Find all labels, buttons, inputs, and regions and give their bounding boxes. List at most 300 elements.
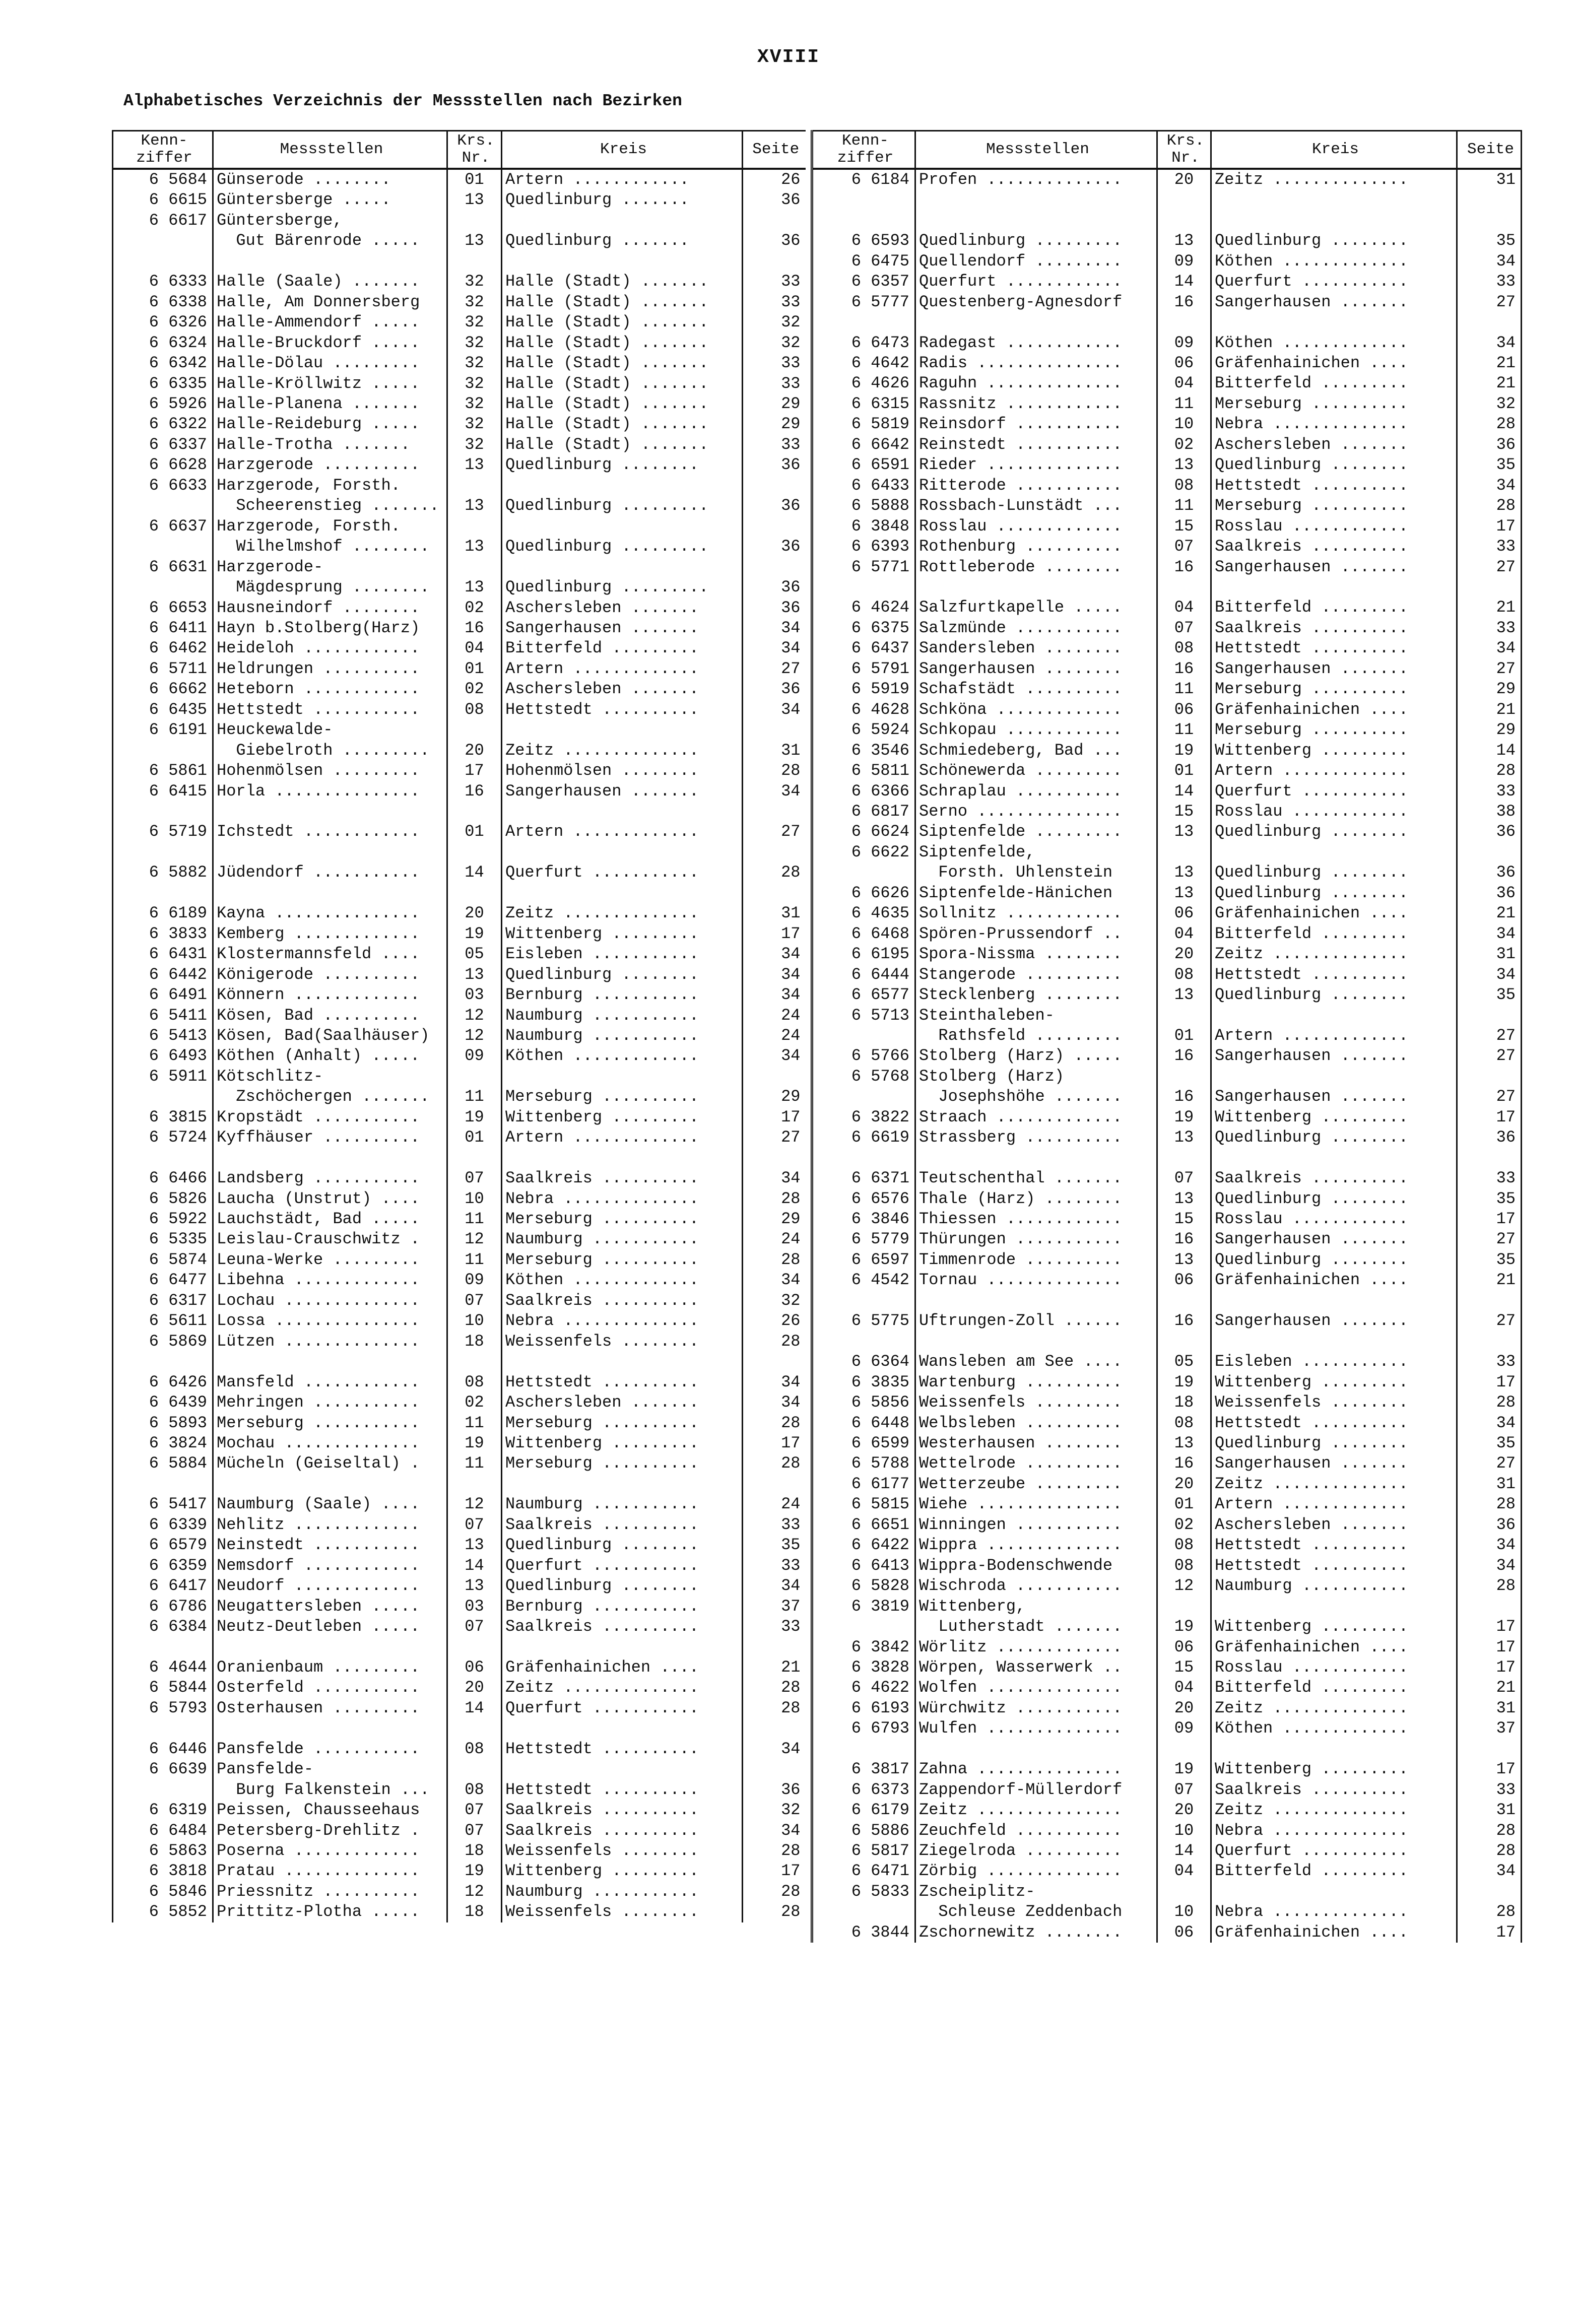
kennziffer-cell: 6 5793 (149, 1698, 207, 1717)
kreis-cell: Halle (Stadt) ....... (502, 272, 743, 292)
kennziffer-cell: 6 5417 (149, 1495, 207, 1514)
kreis-nr-cell (447, 1352, 502, 1372)
kreis-nr-cell: 08 (447, 1739, 502, 1759)
messstelle-cell: Hayn b.Stolberg(Harz) (213, 618, 447, 638)
kreis-nr-cell: 13 (447, 537, 502, 557)
kennziffer-cell: 6 6338 (149, 292, 207, 311)
kreis-nr-cell: 05 (447, 944, 502, 964)
kennziffer-cell: 6 6653 (149, 598, 207, 617)
kreis-nr-cell: 12 (447, 1026, 502, 1046)
messstelle-cell: Forsth. Uhlenstein (915, 862, 1157, 883)
kreis-nr-cell: 07 (447, 1821, 502, 1841)
kreis-nr-cell (447, 1637, 502, 1657)
seite-cell: 33 (743, 1515, 806, 1535)
kreis-cell: Köthen ............. (1211, 1718, 1457, 1739)
station-index-table-right (811, 130, 1522, 1943)
table-row (812, 1311, 1522, 1331)
kreis-nr-cell: 16 (1157, 1453, 1211, 1474)
table-row (113, 1229, 806, 1249)
kennziffer-cell (113, 496, 213, 516)
kreis-nr-cell: 13 (447, 1535, 502, 1555)
messstelle-cell: Zschöchergen ....... (213, 1087, 447, 1107)
kreis-nr-cell: 10 (447, 1311, 502, 1331)
messstelle-cell (915, 1332, 1157, 1352)
kennziffer-cell: 6 6437 (851, 639, 909, 658)
table-row (113, 1637, 806, 1657)
table-row (113, 516, 806, 537)
kreis-nr-cell: 13 (1157, 1433, 1211, 1453)
table-row (812, 1759, 1522, 1779)
kreis-cell: Wittenberg ......... (502, 924, 743, 944)
table-row (113, 1474, 806, 1494)
kreis-cell: Quedlinburg ......... (502, 537, 743, 557)
kreis-nr-cell: 12 (447, 1494, 502, 1514)
messstelle-cell: Schköna ............. (915, 700, 1157, 720)
kreis-nr-cell: 02 (1157, 1515, 1211, 1535)
kreis-cell (1211, 1332, 1457, 1352)
header-kennziffer: Kenn- ziffer (113, 131, 213, 169)
messstelle-cell (915, 211, 1157, 231)
kennziffer-cell: 6 6335 (149, 374, 207, 393)
messstelle-cell: Lossa ............... (213, 1311, 447, 1331)
messstelle-cell: Giebelroth ......... (213, 741, 447, 761)
kreis-cell (1211, 1067, 1457, 1087)
kreis-cell: Zeitz .............. (502, 1678, 743, 1698)
table-row (812, 1902, 1522, 1922)
kennziffer-cell: 6 6577 (851, 985, 909, 1005)
kennziffer-cell: 6 6448 (851, 1413, 909, 1432)
table-row (113, 1189, 806, 1209)
seite-cell (1457, 1291, 1522, 1311)
kennziffer-cell: 6 5922 (149, 1210, 207, 1229)
table-row (113, 638, 806, 658)
kreis-nr-cell: 32 (447, 394, 502, 414)
kreis-nr-cell: 04 (1157, 597, 1211, 618)
seite-cell: 36 (743, 1780, 806, 1800)
kennziffer-cell: 6 6413 (851, 1556, 909, 1575)
messstelle-cell: Halle-Bruckdorf ..... (213, 333, 447, 353)
messstelle-cell: Hohenmölsen ......... (213, 761, 447, 781)
messstelle-cell (213, 1718, 447, 1739)
kreis-nr-cell: 13 (1157, 1127, 1211, 1148)
seite-cell: 24 (743, 1494, 806, 1514)
kreis-nr-cell: 14 (447, 862, 502, 883)
seite-cell: 36 (743, 679, 806, 699)
kennziffer-cell: 6 3844 (851, 1922, 909, 1942)
messstelle-cell (213, 1148, 447, 1168)
messstelle-cell: Kösen, Bad(Saalhäuser) (213, 1026, 447, 1046)
seite-cell: 33 (743, 374, 806, 394)
kreis-nr-cell: 32 (447, 435, 502, 455)
table-row (113, 312, 806, 333)
messstelle-cell: Ichstedt ............ (213, 822, 447, 842)
seite-cell: 29 (743, 414, 806, 434)
messstelle-cell: Scheerenstieg ....... (213, 496, 447, 516)
kreis-cell (502, 1759, 743, 1779)
kennziffer-cell (812, 577, 915, 597)
seite-cell: 32 (743, 1800, 806, 1820)
kreis-nr-cell: 08 (1157, 1556, 1211, 1576)
kennziffer-cell: 6 4624 (851, 598, 909, 617)
seite-cell: 27 (1457, 1026, 1522, 1046)
kennziffer-cell: 6 5775 (851, 1311, 909, 1331)
messstelle-cell: Wolfen .............. (915, 1678, 1157, 1698)
messstelle-cell: Wansleben am See .... (915, 1352, 1157, 1372)
kennziffer-cell: 6 3828 (851, 1657, 909, 1677)
kennziffer-cell: 6 5869 (149, 1332, 207, 1351)
kreis-cell (1211, 1291, 1457, 1311)
kennziffer-cell: 6 3817 (851, 1760, 909, 1779)
kreis-cell (1211, 211, 1457, 231)
table-row (113, 455, 806, 475)
messstelle-cell (213, 1352, 447, 1372)
messstelle-cell: Neugattersleben ..... (213, 1597, 447, 1617)
seite-cell: 32 (743, 333, 806, 353)
table-row (812, 1780, 1522, 1800)
table-row (812, 1332, 1522, 1352)
kreis-cell: Weissenfels ........ (502, 1332, 743, 1352)
messstelle-cell: Teutschenthal ....... (915, 1168, 1157, 1188)
kreis-cell: Gräfenhainichen .... (502, 1657, 743, 1678)
kreis-cell: Quedlinburg ........ (1211, 1250, 1457, 1270)
messstelle-cell: Schleuse Zeddenbach (915, 1902, 1157, 1922)
kennziffer-cell: 6 6626 (851, 883, 909, 902)
kreis-nr-cell: 04 (447, 638, 502, 658)
kreis-nr-cell: 08 (1157, 1535, 1211, 1555)
kreis-nr-cell: 08 (1157, 638, 1211, 658)
table-row (812, 862, 1522, 883)
kreis-nr-cell: 32 (447, 333, 502, 353)
kreis-cell (502, 1718, 743, 1739)
kreis-nr-cell: 12 (1157, 1576, 1211, 1596)
kreis-nr-cell: 07 (447, 1617, 502, 1637)
table-row (113, 251, 806, 272)
table-row (113, 1617, 806, 1637)
messstelle-cell: Leislau-Crauschwitz . (213, 1229, 447, 1249)
kreis-cell: Sangerhausen ....... (1211, 659, 1457, 679)
seite-cell: 28 (1457, 496, 1522, 516)
table-row (812, 781, 1522, 802)
kennziffer-cell: 6 5779 (851, 1230, 909, 1249)
messstelle-cell: Heideloh ............ (213, 638, 447, 658)
kreis-cell: Hettstedt .......... (502, 1780, 743, 1800)
kennziffer-cell: 6 6364 (851, 1352, 909, 1371)
kennziffer-cell: 6 5819 (851, 415, 909, 434)
kennziffer-cell: 6 6426 (149, 1372, 207, 1391)
messstelle-cell (213, 251, 447, 272)
messstelle-cell: Halle, Am Donnersberg (213, 292, 447, 312)
kreis-nr-cell: 09 (447, 1270, 502, 1290)
messstelle-cell: Petersberg-Drehlitz . (213, 1821, 447, 1841)
table-row (113, 1433, 806, 1453)
table-row (812, 211, 1522, 231)
messstelle-cell (213, 802, 447, 822)
kreis-nr-cell (1157, 190, 1211, 210)
kreis-nr-cell: 07 (1157, 618, 1211, 638)
kreis-nr-cell: 20 (447, 1678, 502, 1698)
seite-cell (1457, 1148, 1522, 1168)
table-row (113, 333, 806, 353)
kennziffer-cell: 6 6662 (149, 680, 207, 699)
seite-cell: 31 (1457, 1800, 1522, 1820)
kreis-cell: Wittenberg ......... (1211, 741, 1457, 761)
kennziffer-cell: 6 4628 (851, 700, 909, 719)
kennziffer-cell: 6 6579 (149, 1536, 207, 1555)
kennziffer-cell: 6 6422 (851, 1536, 909, 1555)
messstelle-cell: Osterfeld ........... (213, 1678, 447, 1698)
seite-cell: 36 (743, 231, 806, 251)
seite-cell: 34 (743, 1576, 806, 1596)
seite-cell (743, 1148, 806, 1168)
table-row (812, 272, 1522, 292)
kreis-nr-cell: 32 (447, 272, 502, 292)
kreis-nr-cell: 19 (1157, 1617, 1211, 1637)
table-row (812, 802, 1522, 822)
messstelle-cell: Westerhausen ........ (915, 1433, 1157, 1453)
messstelle-cell: Radis ............... (915, 353, 1157, 373)
seite-cell: 33 (743, 353, 806, 373)
kennziffer-cell (812, 1739, 915, 1759)
messstelle-cell: Siptenfelde-Hänichen (915, 883, 1157, 903)
kreis-cell: Wittenberg ......... (1211, 1759, 1457, 1779)
kennziffer-cell: 6 3824 (149, 1434, 207, 1452)
kreis-nr-cell: 01 (447, 1127, 502, 1148)
seite-cell: 34 (1457, 1556, 1522, 1576)
seite-cell: 28 (1457, 1902, 1522, 1922)
kennziffer-cell: 6 6415 (149, 781, 207, 801)
kennziffer-cell: 6 4626 (851, 374, 909, 393)
table-row (812, 577, 1522, 597)
kennziffer-cell: 6 6628 (149, 455, 207, 475)
table-row (812, 1597, 1522, 1617)
seite-cell: 28 (1457, 1576, 1522, 1596)
kennziffer-cell: 6 6786 (149, 1597, 207, 1616)
seite-cell: 36 (743, 598, 806, 618)
table-row (812, 1678, 1522, 1698)
messstelle-cell: Timmenrode .......... (915, 1250, 1157, 1270)
messstelle-cell: Harzgerode, Forsth. (213, 476, 447, 496)
kreis-nr-cell (447, 476, 502, 496)
table-row (812, 292, 1522, 312)
table-row (812, 1168, 1522, 1188)
kreis-nr-cell (447, 1718, 502, 1739)
kennziffer-cell (113, 1148, 213, 1168)
kreis-nr-cell: 13 (1157, 455, 1211, 475)
kreis-nr-cell: 03 (447, 1597, 502, 1617)
messstelle-cell: Salzmünde ........... (915, 618, 1157, 638)
kennziffer-cell: 6 4622 (851, 1678, 909, 1697)
kennziffer-cell: 6 6484 (149, 1821, 207, 1840)
kreis-nr-cell: 19 (447, 924, 502, 944)
table-row (113, 1168, 806, 1188)
kreis-cell: Nebra .............. (502, 1311, 743, 1331)
kennziffer-cell (812, 1902, 915, 1922)
messstelle-cell: Sandersleben ........ (915, 638, 1157, 658)
kennziffer-cell: 6 5874 (149, 1250, 207, 1269)
kreis-cell: Quedlinburg ........ (1211, 1127, 1457, 1148)
kreis-cell: Gräfenhainichen .... (1211, 353, 1457, 373)
messstelle-cell: Halle-Dölau ......... (213, 353, 447, 373)
kennziffer-cell: 6 6326 (149, 313, 207, 332)
messstelle-cell: Schönewerda ......... (915, 761, 1157, 781)
table-row (812, 1291, 1522, 1311)
table-row (812, 1617, 1522, 1637)
table-row (812, 1494, 1522, 1514)
seite-cell: 35 (1457, 455, 1522, 475)
kreis-nr-cell: 19 (1157, 1107, 1211, 1127)
table-row (113, 1067, 806, 1087)
seite-cell: 35 (1457, 1189, 1522, 1209)
seite-cell (1457, 842, 1522, 862)
seite-cell (1457, 1882, 1522, 1902)
messstelle-cell: Schafstädt .......... (915, 679, 1157, 699)
seite-cell: 33 (743, 435, 806, 455)
kreis-nr-cell: 32 (447, 374, 502, 394)
messstelle-cell (213, 883, 447, 903)
kreis-cell (502, 557, 743, 577)
kreis-nr-cell: 16 (1157, 1229, 1211, 1249)
kreis-cell: Artern ............. (502, 822, 743, 842)
kreis-nr-cell (1157, 1067, 1211, 1087)
messstelle-cell: Wartenburg .......... (915, 1372, 1157, 1392)
kennziffer-cell: 6 5911 (149, 1067, 207, 1086)
kreis-cell: Gräfenhainichen .... (1211, 903, 1457, 923)
messstelle-cell: Winningen ........... (915, 1515, 1157, 1535)
messstelle-cell: Mücheln (Geiseltal) . (213, 1453, 447, 1474)
messstelle-cell: Kösen, Bad .......... (213, 1006, 447, 1026)
kennziffer-cell: 6 6322 (149, 415, 207, 434)
kreis-nr-cell: 15 (1157, 516, 1211, 537)
kreis-cell: Weissenfels ........ (1211, 1392, 1457, 1413)
seite-cell: 34 (743, 1739, 806, 1759)
kreis-nr-cell: 19 (447, 1433, 502, 1453)
kreis-nr-cell: 04 (1157, 1678, 1211, 1698)
table-row (812, 231, 1522, 251)
messstelle-cell: Burg Falkenstein ... (213, 1780, 447, 1800)
kennziffer-cell: 6 5413 (149, 1026, 207, 1045)
messstelle-cell: Priessnitz .......... (213, 1882, 447, 1902)
table-row (812, 169, 1522, 190)
kreis-cell: Weissenfels ........ (502, 1902, 743, 1922)
seite-cell: 37 (743, 1597, 806, 1617)
kreis-nr-cell: 15 (1157, 802, 1211, 822)
messstelle-cell: Reinstedt ........... (915, 435, 1157, 455)
seite-cell: 34 (1457, 1861, 1522, 1881)
table-row (812, 842, 1522, 862)
table-row (812, 394, 1522, 414)
messstelle-cell: Gut Bärenrode ..... (213, 231, 447, 251)
messstelle-cell: Stangerode .......... (915, 965, 1157, 985)
seite-cell: 14 (1457, 741, 1522, 761)
kennziffer-cell: 6 6359 (149, 1556, 207, 1575)
kreis-cell: Weissenfels ........ (502, 1841, 743, 1861)
header-kreis: Kreis (1211, 131, 1457, 169)
messstelle-cell: Harzgerode- (213, 557, 447, 577)
kreis-cell: Saalkreis .......... (502, 1821, 743, 1841)
kennziffer-cell: 6 6475 (851, 251, 909, 271)
kreis-nr-cell (1157, 1291, 1211, 1311)
table-row (113, 1352, 806, 1372)
kreis-nr-cell: 14 (1157, 781, 1211, 802)
kreis-nr-cell: 32 (447, 292, 502, 312)
seite-cell: 17 (1457, 1617, 1522, 1637)
table-row (113, 1392, 806, 1413)
table-row (812, 903, 1522, 923)
messstelle-cell: Mochau .............. (213, 1433, 447, 1453)
messstelle-cell: Wörpen, Wasserwerk .. (915, 1657, 1157, 1678)
table-header-row (812, 131, 1522, 169)
kennziffer-cell: 6 6439 (149, 1393, 207, 1412)
seite-cell: 35 (1457, 985, 1522, 1005)
kennziffer-cell: 6 6177 (851, 1474, 909, 1493)
kreis-cell: Zeitz .............. (502, 741, 743, 761)
table-row (113, 903, 806, 923)
table-row (812, 1535, 1522, 1555)
station-index-table-left (112, 130, 806, 1922)
kreis-cell: Köthen ............. (502, 1046, 743, 1066)
kennziffer-cell: 6 6342 (149, 354, 207, 373)
kreis-nr-cell: 07 (1157, 537, 1211, 557)
kreis-cell: Sangerhausen ....... (1211, 1453, 1457, 1474)
kreis-nr-cell: 08 (447, 700, 502, 720)
seite-cell: 21 (743, 1657, 806, 1678)
table-row (113, 1087, 806, 1107)
messstelle-cell: Harzgerode .......... (213, 455, 447, 475)
messstelle-cell: Kayna ............... (213, 903, 447, 923)
table-row (812, 1372, 1522, 1392)
header-seite: Seite (1457, 131, 1522, 169)
kreis-cell: Halle (Stadt) ....... (502, 292, 743, 312)
kreis-cell: Hettstedt .......... (502, 1739, 743, 1759)
seite-cell: 34 (743, 944, 806, 964)
messstelle-cell: Mägdesprung ........ (213, 577, 447, 597)
table-row (812, 557, 1522, 577)
kennziffer-cell: 6 6189 (149, 904, 207, 923)
messstelle-cell: Spora-Nissma ........ (915, 944, 1157, 964)
kennziffer-cell: 6 6393 (851, 537, 909, 556)
seite-cell: 17 (743, 1861, 806, 1881)
kreis-cell: Merseburg .......... (1211, 679, 1457, 699)
kreis-cell: Quedlinburg ........ (502, 455, 743, 475)
kreis-cell (502, 720, 743, 740)
kreis-nr-cell: 01 (447, 169, 502, 190)
kreis-cell: Saalkreis .......... (502, 1168, 743, 1188)
seite-cell: 24 (743, 1006, 806, 1026)
table-row (113, 679, 806, 699)
seite-cell: 32 (743, 312, 806, 333)
kreis-cell: Querfurt ........... (502, 1698, 743, 1718)
kreis-nr-cell: 11 (447, 1250, 502, 1270)
table-row (812, 679, 1522, 699)
table-row (113, 741, 806, 761)
kennziffer-cell: 6 5791 (851, 659, 909, 678)
table-row (113, 1515, 806, 1535)
messstelle-cell (915, 190, 1157, 210)
messstelle-cell: Quellendorf ......... (915, 251, 1157, 272)
messstelle-cell: Schraplau ........... (915, 781, 1157, 802)
table-row (113, 1209, 806, 1229)
seite-cell: 17 (1457, 1107, 1522, 1127)
messstelle-cell: Wörlitz ............. (915, 1637, 1157, 1657)
messstelle-cell: Sangerhausen ........ (915, 659, 1157, 679)
messstelle-cell: Zeuchfeld ........... (915, 1821, 1157, 1841)
kennziffer-cell: 6 5811 (851, 761, 909, 780)
kreis-cell: Halle (Stadt) ....... (502, 394, 743, 414)
kennziffer-cell: 6 5766 (851, 1046, 909, 1066)
table-row (812, 965, 1522, 985)
seite-cell: 34 (743, 1168, 806, 1188)
messstelle-cell: Uftrungen-Zoll ...... (915, 1311, 1157, 1331)
